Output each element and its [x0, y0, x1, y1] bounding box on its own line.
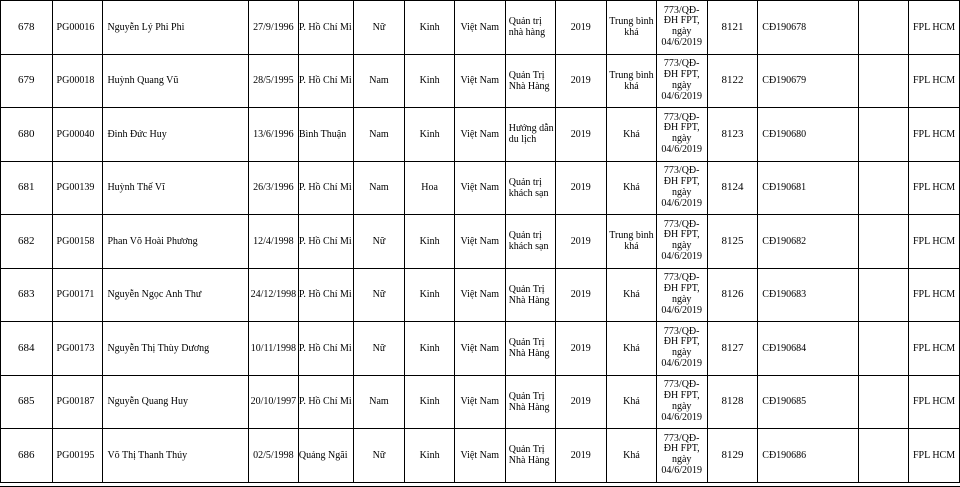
row-number-cell: 685 [1, 375, 53, 429]
birth-place-cell: Quảng Ngãi [298, 429, 353, 483]
full-name-cell: Phan Võ Hoài Phương [103, 215, 248, 269]
row-number-cell: 678 [1, 1, 53, 55]
graduation-year-cell: 2019 [555, 322, 607, 376]
serial-number-cell: 8124 [707, 161, 758, 215]
decision-cell: 773/QĐ-ĐH FPT, ngày 04/6/2019 [656, 215, 707, 269]
nationality-cell: Việt Nam [454, 54, 505, 108]
row-number-cell: 684 [1, 322, 53, 376]
nationality-cell: Việt Nam [454, 429, 505, 483]
birth-place-cell: P. Hồ Chí Mi [298, 1, 353, 55]
classification-cell: Khá [607, 375, 657, 429]
birth-date-cell: 13/6/1996 [248, 108, 298, 162]
certificate-number-cell: CĐ190686 [758, 429, 858, 483]
campus-cell: FPL HCM [908, 161, 959, 215]
graduation-year-cell: 2019 [555, 108, 607, 162]
serial-number-cell: 8122 [707, 54, 758, 108]
major-cell: Quản trị khách sạn [505, 215, 555, 269]
row-number-cell: 686 [1, 429, 53, 483]
empty-cell [858, 161, 908, 215]
row-number-cell: 682 [1, 215, 53, 269]
classification-cell: Khá [607, 161, 657, 215]
nationality-cell: Việt Nam [454, 322, 505, 376]
gender-cell: Nam [353, 375, 405, 429]
full-name-cell: Võ Thị Thanh Thúy [103, 429, 248, 483]
empty-cell [858, 429, 908, 483]
table-row [1, 215, 960, 269]
serial-number-cell: 8123 [707, 108, 758, 162]
graduation-year-cell: 2019 [555, 1, 607, 55]
major-cell: Quản trị khách sạn [505, 161, 555, 215]
ethnicity-cell: Kinh [405, 429, 455, 483]
decision-cell: 773/QĐ-ĐH FPT, ngày 04/6/2019 [656, 429, 707, 483]
empty-cell [858, 268, 908, 322]
ethnicity-cell: Kinh [405, 268, 455, 322]
nationality-cell: Việt Nam [454, 108, 505, 162]
gender-cell: Nữ [353, 268, 405, 322]
gender-cell: Nam [353, 161, 405, 215]
table-row [1, 161, 960, 215]
major-cell: Quản Trị Nhà Hàng [505, 268, 555, 322]
table-row [1, 54, 960, 108]
decision-cell: 773/QĐ-ĐH FPT, ngày 04/6/2019 [656, 108, 707, 162]
classification-cell: Khá [607, 108, 657, 162]
gender-cell: Nữ [353, 322, 405, 376]
nationality-cell: Việt Nam [454, 215, 505, 269]
gender-cell: Nữ [353, 1, 405, 55]
row-number-cell: 680 [1, 108, 53, 162]
classification-cell: Khá [607, 322, 657, 376]
birth-date-cell: 24/12/1998 [248, 268, 298, 322]
graduation-year-cell: 2019 [555, 161, 607, 215]
serial-number-cell: 8126 [707, 268, 758, 322]
graduation-year-cell: 2019 [555, 215, 607, 269]
birth-place-cell: Bình Thuận [298, 108, 353, 162]
birth-date-cell: 02/5/1998 [248, 429, 298, 483]
empty-cell [858, 108, 908, 162]
ethnicity-cell: Kinh [405, 108, 455, 162]
nationality-cell: Việt Nam [454, 268, 505, 322]
certificate-number-cell: CĐ190682 [758, 215, 858, 269]
serial-number-cell: 8125 [707, 215, 758, 269]
full-name-cell: Nguyễn Ngọc Anh Thư [103, 268, 248, 322]
gender-cell: Nam [353, 108, 405, 162]
student-code-cell: PG00139 [52, 161, 103, 215]
full-name-cell: Nguyễn Thị Thùy Dương [103, 322, 248, 376]
campus-cell: FPL HCM [908, 268, 959, 322]
graduation-year-cell: 2019 [555, 429, 607, 483]
campus-cell: FPL HCM [908, 1, 959, 55]
major-cell: Quản trị nhà hàng [505, 1, 555, 55]
table-row [1, 322, 960, 376]
classification-cell: Khá [607, 268, 657, 322]
ethnicity-cell: Kinh [405, 375, 455, 429]
certificate-number-cell: CĐ190684 [758, 322, 858, 376]
decision-cell: 773/QĐ-ĐH FPT, ngày 04/6/2019 [656, 322, 707, 376]
classification-cell: Trung bình khá [607, 215, 657, 269]
birth-date-cell: 10/11/1998 [248, 322, 298, 376]
empty-cell [858, 322, 908, 376]
decision-cell: 773/QĐ-ĐH FPT, ngày 04/6/2019 [656, 1, 707, 55]
gender-cell: Nữ [353, 215, 405, 269]
ethnicity-cell: Hoa [405, 161, 455, 215]
ethnicity-cell: Kinh [405, 215, 455, 269]
table-row [1, 429, 960, 483]
birth-date-cell: 20/10/1997 [248, 375, 298, 429]
empty-cell [858, 375, 908, 429]
major-cell: Quản Trị Nhà Hàng [505, 54, 555, 108]
campus-cell: FPL HCM [908, 215, 959, 269]
empty-cell [858, 215, 908, 269]
decision-cell: 773/QĐ-ĐH FPT, ngày 04/6/2019 [656, 268, 707, 322]
row-number-cell: 683 [1, 268, 53, 322]
student-code-cell: PG00158 [52, 215, 103, 269]
table-row [1, 375, 960, 429]
student-code-cell: PG00018 [52, 54, 103, 108]
graduation-year-cell: 2019 [555, 268, 607, 322]
gender-cell: Nữ [353, 429, 405, 483]
birth-date-cell: 28/5/1995 [248, 54, 298, 108]
classification-cell: Trung bình khá [607, 54, 657, 108]
empty-cell [858, 54, 908, 108]
full-name-cell: Huỳnh Quang Vũ [103, 54, 248, 108]
birth-place-cell: P. Hồ Chí Mi [298, 54, 353, 108]
student-code-cell: PG00195 [52, 429, 103, 483]
certificate-number-cell: CĐ190683 [758, 268, 858, 322]
birth-place-cell: P. Hồ Chí Mi [298, 268, 353, 322]
classification-cell: Khá [607, 429, 657, 483]
campus-cell: FPL HCM [908, 54, 959, 108]
campus-cell: FPL HCM [908, 322, 959, 376]
ethnicity-cell: Kinh [405, 1, 455, 55]
student-code-cell: PG00173 [52, 322, 103, 376]
gender-cell: Nam [353, 54, 405, 108]
nationality-cell: Việt Nam [454, 375, 505, 429]
table-row [1, 108, 960, 162]
full-name-cell: Đinh Đức Huy [103, 108, 248, 162]
ethnicity-cell: Kinh [405, 54, 455, 108]
row-number-cell: 681 [1, 161, 53, 215]
decision-cell: 773/QĐ-ĐH FPT, ngày 04/6/2019 [656, 54, 707, 108]
row-number-cell: 679 [1, 54, 53, 108]
decision-cell: 773/QĐ-ĐH FPT, ngày 04/6/2019 [656, 161, 707, 215]
full-name-cell: Huỳnh Thế Vĩ [103, 161, 248, 215]
birth-date-cell: 26/3/1996 [248, 161, 298, 215]
major-cell: Quản Trị Nhà Hàng [505, 429, 555, 483]
major-cell: Hướng dẫn du lịch [505, 108, 555, 162]
major-cell: Quản Trị Nhà Hàng [505, 322, 555, 376]
birth-place-cell: P. Hồ Chí Mi [298, 322, 353, 376]
nationality-cell: Việt Nam [454, 161, 505, 215]
serial-number-cell: 8127 [707, 322, 758, 376]
full-name-cell: Nguyễn Quang Huy [103, 375, 248, 429]
graduation-year-cell: 2019 [555, 375, 607, 429]
birth-date-cell: 27/9/1996 [248, 1, 298, 55]
campus-cell: FPL HCM [908, 375, 959, 429]
student-code-cell: PG00171 [52, 268, 103, 322]
serial-number-cell: 8129 [707, 429, 758, 483]
serial-number-cell: 8128 [707, 375, 758, 429]
classification-cell: Trung bình khá [607, 1, 657, 55]
student-code-cell: PG00040 [52, 108, 103, 162]
certificate-number-cell: CĐ190680 [758, 108, 858, 162]
student-code-cell: PG00016 [52, 1, 103, 55]
ethnicity-cell: Kinh [405, 322, 455, 376]
serial-number-cell: 8121 [707, 1, 758, 55]
table-row [1, 268, 960, 322]
student-code-cell: PG00187 [52, 375, 103, 429]
birth-place-cell: P. Hồ Chí Mi [298, 161, 353, 215]
empty-cell [858, 1, 908, 55]
certificate-number-cell: CĐ190681 [758, 161, 858, 215]
certificate-number-cell: CĐ190685 [758, 375, 858, 429]
campus-cell: FPL HCM [908, 108, 959, 162]
campus-cell: FPL HCM [908, 429, 959, 483]
birth-place-cell: P. Hồ Chí Mi [298, 375, 353, 429]
table-row [1, 1, 960, 55]
table-body [1, 1, 960, 483]
certificate-number-cell: CĐ190679 [758, 54, 858, 108]
certificate-number-cell: CĐ190678 [758, 1, 858, 55]
birth-date-cell: 12/4/1998 [248, 215, 298, 269]
nationality-cell: Việt Nam [454, 1, 505, 55]
full-name-cell: Nguyễn Lý Phi Phi [103, 1, 248, 55]
birth-place-cell: P. Hồ Chí Mi [298, 215, 353, 269]
graduation-year-cell: 2019 [555, 54, 607, 108]
decision-cell: 773/QĐ-ĐH FPT, ngày 04/6/2019 [656, 375, 707, 429]
major-cell: Quản Trị Nhà Hàng [505, 375, 555, 429]
